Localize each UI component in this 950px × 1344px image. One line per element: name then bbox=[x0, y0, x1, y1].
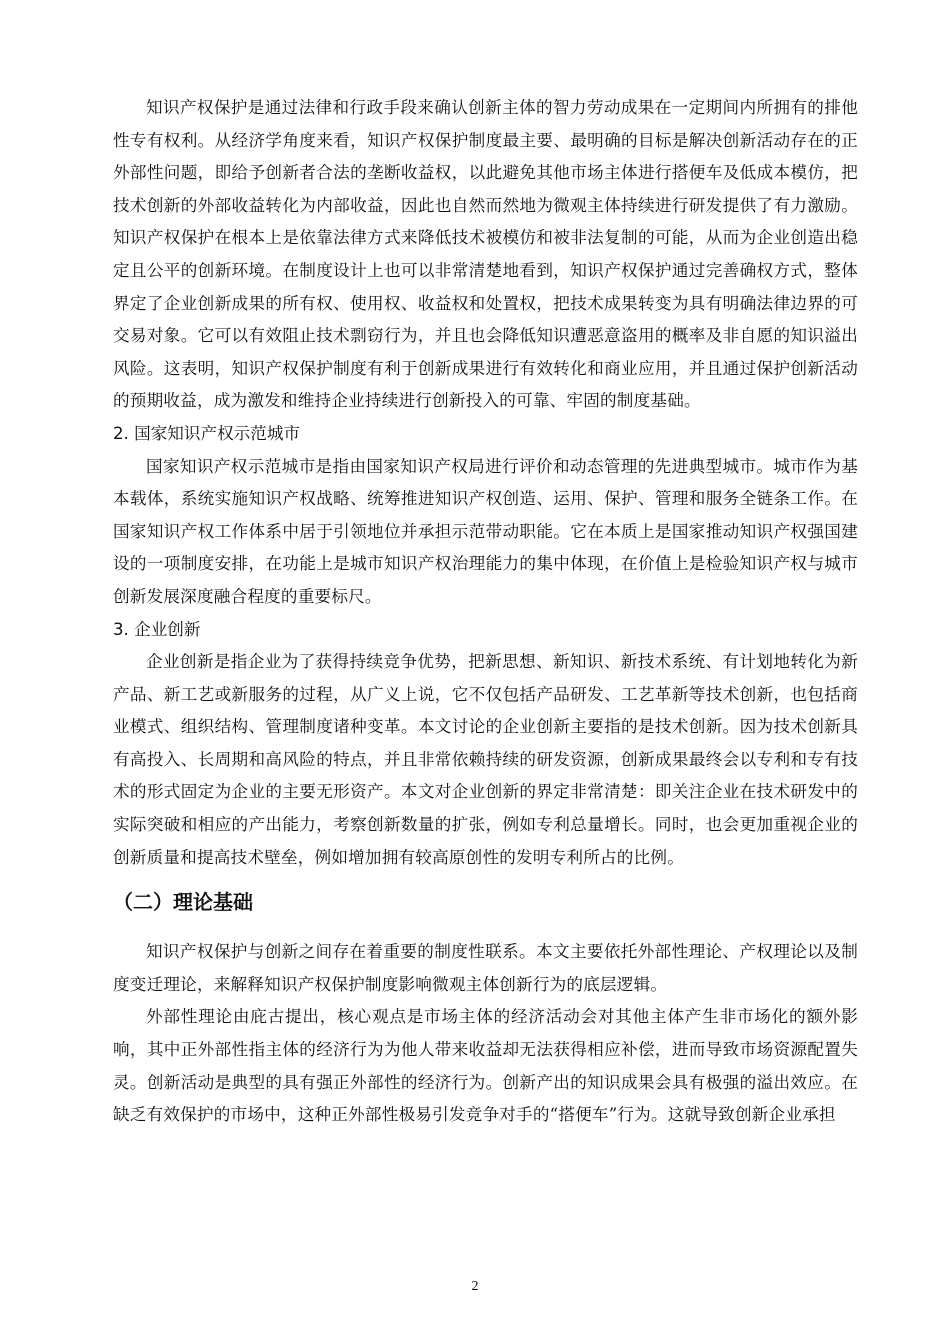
paragraph-ip-protection: 知识产权保护是通过法律和行政手段来确认创新主体的智力劳动成果在一定期间内所拥有的排他性专有权利。从经济学角度来看，知识产权保护制度最主要、最明确的目标是解决创新活动存在的正外部性问题，即给予创新者合法的垄断收益权，以此避免其他市场主体进行搭便车及低成本模仿，把技术创新的外部收益转化为内部收益，因此也自然而然地为微观主体持续进行研发提供了有力激励。知识产权保护在根本上是依靠法律方式来降低技术被模仿和被非法复制的可能，从而为企业创造出稳定且公平的创新环境。在制度设计上也可以非常清楚地看到，知识产权保护通过完善确权方式，整体界定了企业创新成果的所有权、使用权、收益权和处置权，把技术成果转变为具有明确法律边界的可交易对象。它可以有效阻止技术剽窃行为，并且也会降低知识遭恶意盗用的概率及非自愿的知识溢出风险。这表明，知识产权保护制度有利于创新成果进行有效转化和商业应用，并且通过保护创新活动的预期收益，成为激发和维持企业持续进行创新投入的可靠、牢固的制度基础。 bbox=[113, 98, 858, 411]
heading-theoretical-basis: （二）理论基础 bbox=[113, 890, 253, 915]
paragraph-externality-theory: 外部性理论由庇古提出，核心观点是市场主体的经济活动会对其他主体产生非市场化的额外影响，其中正外部性指主体的经济行为为他人带来收益却无法获得相应补偿，进而导致市场资源配置失灵。创新活动是典型的具有强正外部性的经济行为。创新产出的知识成果会具有极强的溢出效应。在缺乏有效保护的市场中，这种正外部性极易引发竞争对手的“搭便车”行为。这就导致创新企业承担 bbox=[113, 1007, 858, 1125]
page-number: 2 bbox=[471, 1279, 479, 1294]
paragraph-theory-intro: 知识产权保护与创新之间存在着重要的制度性联系。本文主要依托外部性理论、产权理论以及制度变迁理论，来解释知识产权保护制度影响微观主体创新行为的底层逻辑。 bbox=[113, 942, 858, 994]
paragraph-demonstration-city: 国家知识产权示范城市是指由国家知识产权局进行评价和动态管理的先进典型城市。城市作为基本载体，系统实施知识产权战略、统筹推进知识产权创造、运用、保护、管理和服务全链条工作。在国家知识产权工作体系中居于引领地位并承担示范带动职能。它在本质上是国家推动知识产权强国建设的一项制度安排，在功能上是城市知识产权治理能力的集中体现，在价值上是检验知识产权与城市创新发展深度融合程度的重要标尺。 bbox=[113, 456, 858, 606]
document-body bbox=[113, 92, 858, 1132]
heading-enterprise-innovation: 3. 企业创新 bbox=[113, 619, 201, 639]
paragraph-enterprise-innovation: 企业创新是指企业为了获得持续竞争优势，把新思想、新知识、新技术系统、有计划地转化为新产品、新工艺或新服务的过程，从广义上说，它不仅包括产品研发、工艺革新等技术创新，也包括商业模式、组织结构、管理制度诸种变革。本文讨论的企业创新主要指的是技术创新。因为技术创新具有高投入、长周期和高风险的特点，并且非常依赖持续的研发资源，创新成果最终会以专利和专有技术的形式固定为企业的主要无形资产。本文对企业创新的界定非常清楚：即关注企业在技术研发中的实际突破和相应的产出能力，考察创新数量的扩张，例如专利总量增长。同时，也会更加重视企业的创新质量和提高技术壁垒，例如增加拥有较高原创性的发明专利所占的比例。 bbox=[113, 652, 858, 867]
heading-demonstration-city: 2. 国家知识产权示范城市 bbox=[113, 423, 301, 443]
